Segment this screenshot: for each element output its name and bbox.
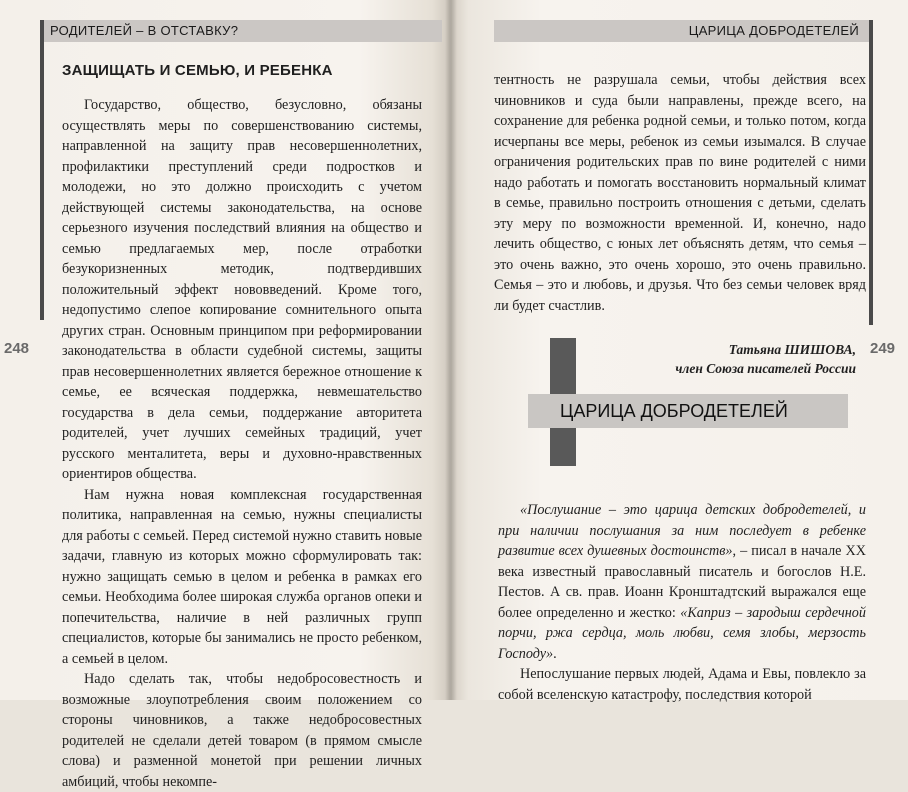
author-name: Татьяна ШИШОВА,	[728, 342, 856, 357]
page-number-left: 248	[4, 340, 30, 357]
book-gutter	[445, 0, 457, 700]
chapter-title-band	[528, 394, 848, 428]
running-head-left: РОДИТЕЛЕЙ – В ОТСТАВКУ?	[40, 20, 442, 42]
paragraph	[498, 500, 866, 664]
paragraph: Непослушание первых людей, Адама и Евы, повлекло за собой вселенскую катастрофу, последствия которой	[498, 666, 866, 703]
author-credit	[675, 340, 856, 378]
text-run: .	[553, 645, 557, 662]
right-body-text	[498, 500, 866, 705]
quote: «Каприз – зародыш сердечной порчи, ржа сердца, моль любви, семя злобы, мерзость Господу»	[498, 604, 866, 662]
paragraph: Государство, общество, безусловно, обязаны осуществлять меры по совершенствованию системы, направленной на защиту прав несовершеннолетних, профилактики преступлений среди подростков и молодежи, но это должно происходить с учетом действующей системы законодательства, на основе серьезного изучения последствий влияния на общество и семью предлагаемых мер, после отработки безукоризненных методик, подтвердивших положительный эффект нововведений. Кроме того, недопустимо слепое копирование сомнительного опыта других стран. Основным принципом при реформировании законодательства в области судебной системы, защиты прав несовершеннолетних является бережное отношение к семье, ее всяческая поддержка, невмешательство государства в дела семьи, поддержание авторитета родителей, учет лучших семейных традиций, учет русского менталитета, веры и духовно-нравственных ориентиров общества.	[62, 97, 422, 482]
margin-rule-right	[869, 20, 873, 325]
chapter-title: ЦАРИЦА ДОБРОДЕТЕЛЕЙ	[560, 401, 788, 421]
left-page	[0, 0, 450, 790]
margin-rule-left	[40, 20, 44, 320]
paragraph: тентность не разрушала семьи, чтобы действия всех чиновников и суда были направлены, прежде всего, на сохранение для ребенка родной семьи, и только потом, когда исчерпаны все меры, ребенок из семьи изымался. В случае ограничения родительских прав по вине родителей с ними надо работать и помогать восстановить нормальный климат в семье, правильно построить отношения с детьми, сделать эту меру по возможности временной. И, конечно, надо лечить общество, с юных лет объяснять детям, что семья – это очень важно, это очень хорошо, это очень правильно. Семья – это и любовь, и друзья. Что без семьи человек вряд ли будет счастлив.	[494, 72, 866, 314]
quote: «Послушание – это царица детских добродетелей, и при наличии послушания за ним последует в ребенке развитие всех душевных достоинств»	[498, 502, 866, 559]
section-title: ЗАЩИЩАТЬ И СЕМЬЮ, И РЕБЕНКА	[62, 62, 333, 79]
author-role: член Союза писателей России	[675, 361, 856, 376]
page-number-right: 249	[870, 340, 896, 357]
right-continued-text	[494, 70, 866, 316]
text-run: , – писал в начале XX века известный православный писатель и богослов Н.Е. Пестов. А св. прав. Иоанн Кронштадтский выражался еще более определенно и жестко:	[498, 543, 866, 621]
running-head-right: ЦАРИЦА ДОБРОДЕТЕЛЕЙ	[494, 20, 869, 42]
right-page	[450, 0, 908, 703]
paragraph: Надо сделать так, чтобы недобросовестность и возможные злоупотребления своим положением со стороны чиновников, а также недобросовестных родителей не сделали детей товаром (в прямом смысле слова) и разменной монетой при решении личных амбиций, чтобы некомпе-	[62, 671, 422, 790]
paragraph: Нам нужна новая комплексная государственная политика, направленная на семью, нужны специалисты для работы с семьей. Перед системой нужно ставить новые задачи, главную из которых можно сформулировать так: нужно защищать семью в целом и ребенка в рамках его семьи. Необходима более широкая служба органов опеки и попечительства, наличие в ней различных групп специалистов, которые бы занимались не просто ребенком, а семьей в целом.	[62, 486, 422, 667]
left-body-text	[62, 95, 422, 792]
